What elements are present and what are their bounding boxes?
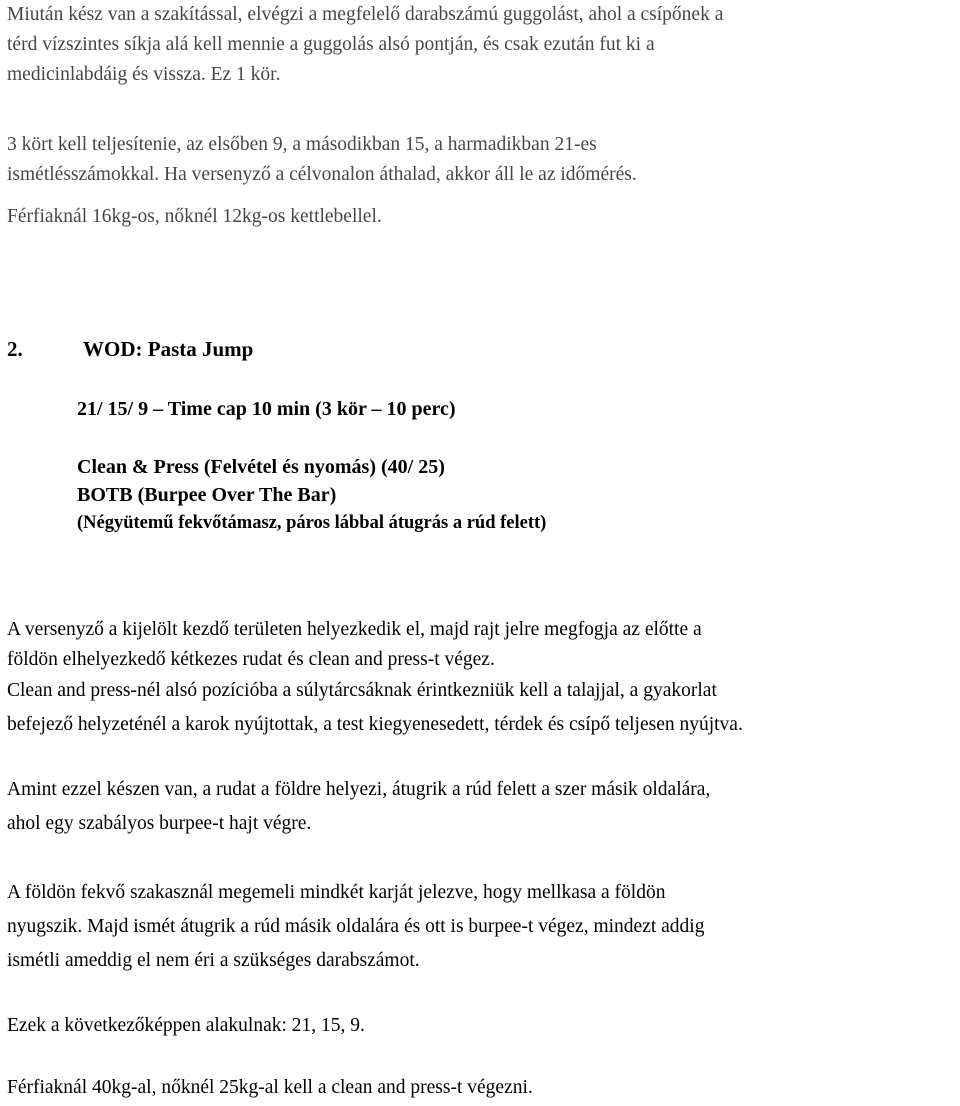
text-line: befejező helyzeténél a karok nyújtottak, a test kiegyenesedett, térdek és csípő teljesen nyújtva. bbox=[7, 714, 743, 735]
text-line: ahol egy szabályos burpee-t hajt végre. bbox=[7, 813, 312, 834]
wod-number: 2. bbox=[7, 337, 23, 361]
body-paragraph-4 bbox=[7, 1009, 365, 1043]
text-line: Férfiaknál 40kg-al, nőknél 25kg-al kell a clean and press-t végezni. bbox=[7, 1077, 533, 1098]
wod-movement-1: Clean & Press (Felvétel és nyomás) (40/ 25) bbox=[77, 456, 445, 478]
wod-heading bbox=[7, 336, 253, 362]
wod-scheme: 21/ 15/ 9 – Time cap 10 min (3 kör – 10 perc) bbox=[77, 398, 456, 420]
body-paragraph-2 bbox=[7, 773, 710, 841]
text-line: Clean and press-nél alsó pozícióba a súlytárcsáknak érintkezniük kell a talajjal, a gyakorlat bbox=[7, 680, 717, 701]
text-line: Férfiaknál 16kg-os, nőknél 12kg-os kettlebellel. bbox=[7, 206, 382, 227]
text-line: Miután kész van a szakítással, elvégzi a megfelelő darabszámú guggolást, ahol a csípőnek a bbox=[7, 4, 724, 25]
text-line: medicinlabdáig és vissza. Ez 1 kör. bbox=[7, 64, 281, 85]
text-line: nyugszik. Majd ismét átugrik a rúd másik oldalára és ott is burpee-t végez, mindezt addig bbox=[7, 916, 705, 937]
text-line: Ezek a következőképpen alakulnak: 21, 15, 9. bbox=[7, 1015, 365, 1036]
text-line: földön elhelyezkedő kétkezes rudat és clean and press-t végez. bbox=[7, 649, 495, 670]
body-paragraph-5 bbox=[7, 1071, 533, 1105]
intro-paragraph-3 bbox=[7, 202, 382, 232]
text-line: térd vízszintes síkja alá kell mennie a guggolás alsó pontján, és csak ezután fut ki a bbox=[7, 34, 655, 55]
wod-title: WOD: Pasta Jump bbox=[83, 337, 254, 361]
text-line: A földön fekvő szakasznál megemeli mindkét karját jelezve, hogy mellkasa a földön bbox=[7, 882, 666, 903]
text-line: ismétli ameddig el nem éri a szükséges darabszámot. bbox=[7, 950, 420, 971]
intro-paragraph-2 bbox=[7, 130, 637, 190]
body-paragraph-3 bbox=[7, 876, 704, 978]
text-line: ismétlésszámokkal. Ha versenyző a célvonalon áthalad, akkor áll le az időmérés. bbox=[7, 164, 637, 185]
wod-movement-2-description: (Négyütemű fekvőtámasz, páros lábbal átugrás a rúd felett) bbox=[77, 513, 547, 533]
body-paragraph-1 bbox=[7, 615, 743, 743]
intro-paragraph-1 bbox=[7, 0, 723, 90]
wod-movement-2: BOTB (Burpee Over The Bar) bbox=[77, 484, 337, 506]
text-line: A versenyző a kijelölt kezdő területen helyezkedik el, majd rajt jelre megfogja az előtte a bbox=[7, 619, 702, 640]
text-line: Amint ezzel készen van, a rudat a földre helyezi, átugrik a rúd felett a szer másik oldalára, bbox=[7, 779, 711, 800]
text-line: 3 kört kell teljesítenie, az elsőben 9, a másodikban 15, a harmadikban 21-es bbox=[7, 134, 597, 155]
